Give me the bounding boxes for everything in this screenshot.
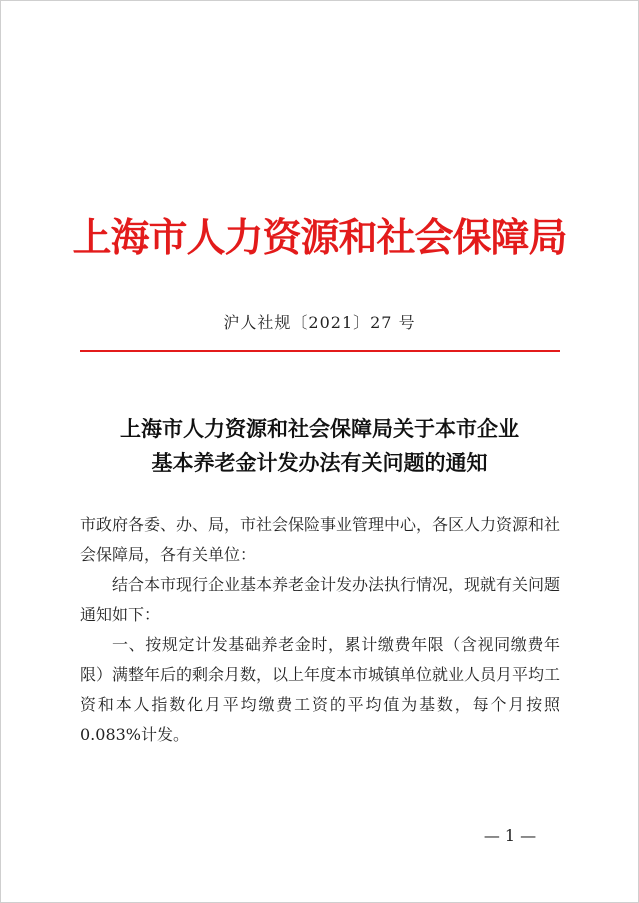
document-body bbox=[80, 510, 560, 750]
red-divider bbox=[80, 350, 560, 352]
page-number: — 1 — bbox=[483, 826, 537, 845]
title-line-1: 上海市人力资源和社会保障局关于本市企业 bbox=[120, 416, 519, 441]
document-title bbox=[60, 412, 579, 480]
item-one-paragraph: 一、按规定计发基础养老金时，累计缴费年限（含视同缴费年限）满整年后的剩余月数，以上年度本市城镇单位就业人员月平均工资和本人指数化月平均缴费工资的平均值为基数，每个月按照 0.083%计发。 bbox=[80, 635, 561, 744]
issuer-name: 上海市人力资源和社会保障局 bbox=[72, 215, 567, 261]
addressee: 市政府各委、办、局，市社会保险事业管理中心，各区人力资源和社会保障局，各有关单位： bbox=[80, 515, 561, 564]
title-line-2: 基本养老金计发办法有关问题的通知 bbox=[151, 450, 488, 475]
document-number: 沪人社规〔2021〕27 号 bbox=[223, 313, 416, 332]
intro-paragraph: 结合本市现行企业基本养老金计发办法执行情况，现就有关问题通知如下： bbox=[80, 575, 561, 624]
